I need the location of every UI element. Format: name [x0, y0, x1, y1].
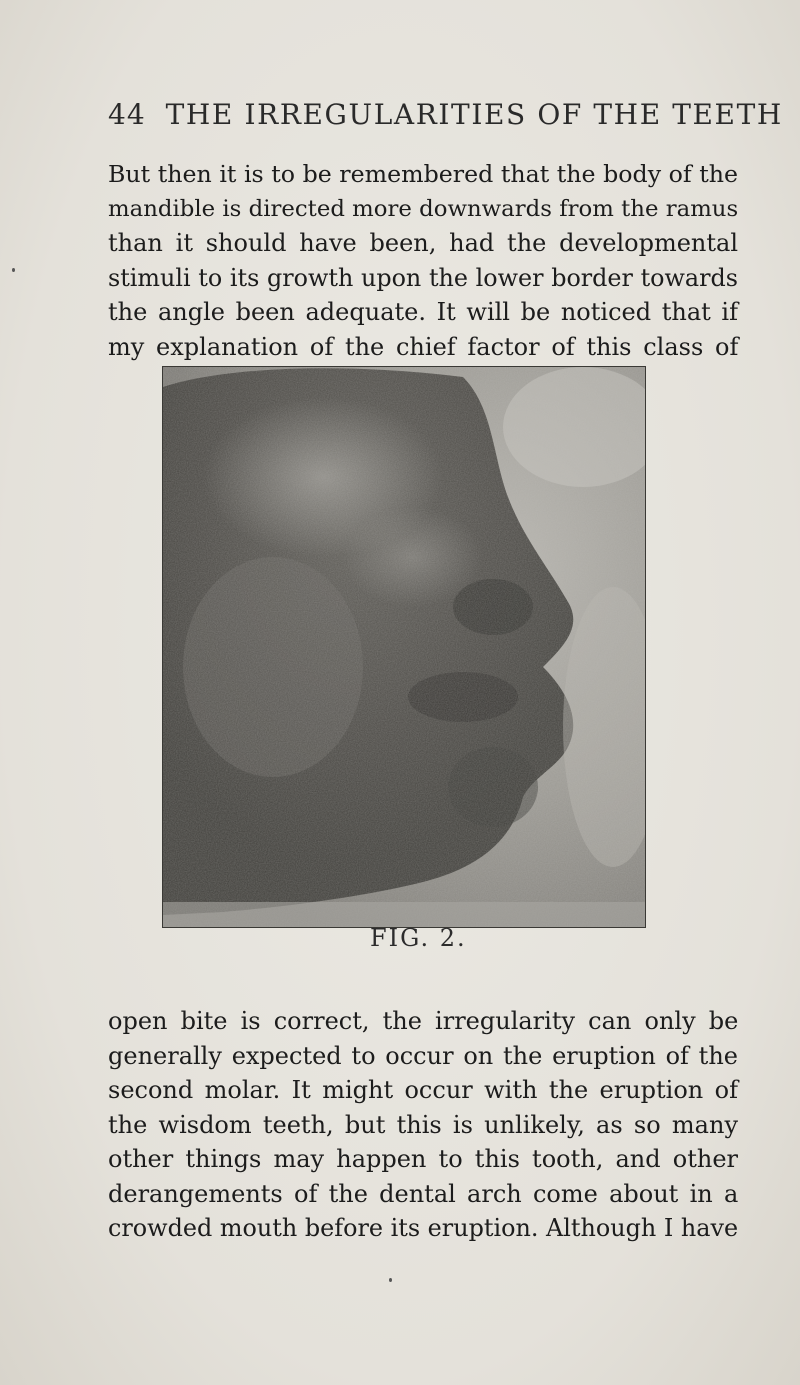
page-number: 44 — [108, 98, 146, 131]
text-line: generally expected to occur on the eruption of the — [108, 1041, 738, 1070]
text-line: other things may happen to this tooth, and other — [108, 1145, 738, 1173]
text-line: than it should have been, had the developmental — [108, 229, 738, 257]
facial-profile-photo — [163, 367, 646, 928]
text-line: the angle been adequate. It will be noticed that if — [108, 298, 738, 326]
text-line: second molar. It might occur with the eruption of — [108, 1076, 738, 1104]
paragraph-bottom — [108, 1004, 738, 1246]
paragraph-top — [108, 157, 738, 364]
figure-photograph — [162, 366, 646, 928]
text-line: But then it is to be remembered that the body of the — [108, 160, 738, 188]
text-line: open bite is correct, the irregularity can only be — [108, 1007, 739, 1035]
paper-speck — [12, 268, 15, 272]
text-line: stimuli to its growth upon the lower border towards — [108, 263, 738, 292]
text-line: crowded mouth before its eruption. Although I have — [108, 1214, 739, 1242]
text-line: mandible is directed more downwards from the ramus — [108, 195, 739, 222]
paper-speck — [389, 1278, 392, 1282]
text-line: the wisdom teeth, but this is unlikely, as so many — [108, 1110, 738, 1139]
figure-caption: FIG. 2. — [370, 924, 467, 952]
text-line: my explanation of the chief factor of this class of — [108, 332, 739, 361]
text-line: derangements of the dental arch come about in a — [108, 1179, 739, 1208]
running-title: THE IRREGULARITIES OF THE TEETH — [165, 98, 783, 131]
running-header — [108, 98, 783, 131]
